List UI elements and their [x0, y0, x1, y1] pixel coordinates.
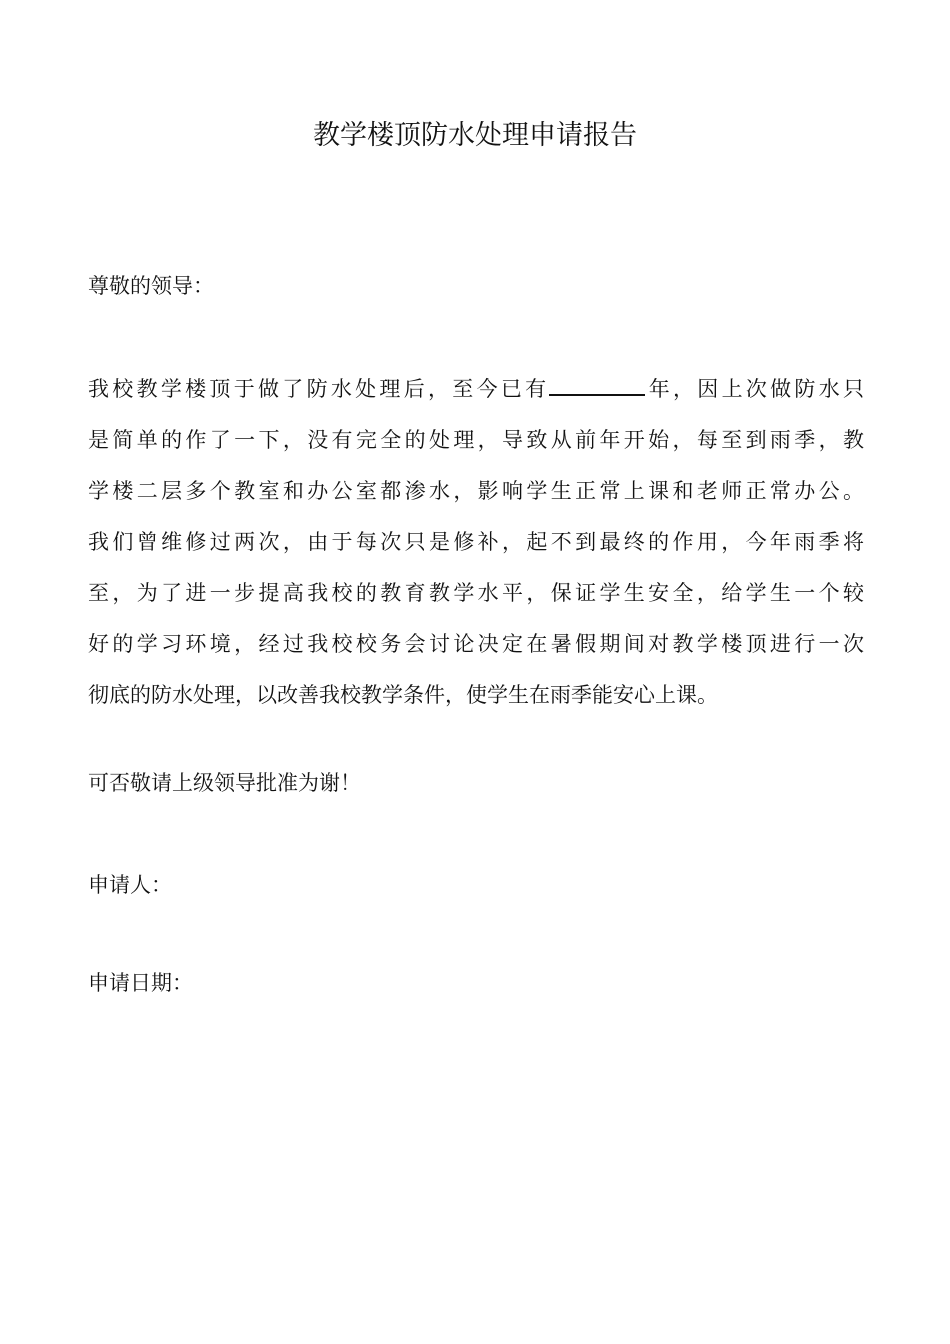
body-paragraph — [88, 364, 864, 721]
document-title: 教学楼顶防水处理申请报告 — [313, 120, 637, 151]
body-line: 彻底的防水处理，以改善我校教学条件，使学生在雨季能安心上课。 — [88, 683, 718, 707]
applicant-label: 申请人： — [88, 873, 172, 897]
body-line: 至，为了进一步提高我校的教育教学水平，保证学生安全，给学生一个较 — [88, 581, 864, 605]
salutation: 尊敬的领导： — [88, 274, 214, 298]
body-line — [88, 364, 864, 415]
body-line: 好的学习环境，经过我校校务会讨论决定在暑假期间对教学楼顶进行一次 — [88, 632, 864, 656]
fill-in-blank — [549, 372, 645, 396]
body-line: 学楼二层多个教室和办公室都渗水，影响学生正常上课和老师正常办公。 — [88, 479, 864, 503]
body-text: 我校教学楼顶于做了防水处理后，至今已有 — [88, 377, 550, 401]
body-line: 是简单的作了一下，没有完全的处理，导致从前年开始，每至到雨季，教 — [88, 428, 864, 452]
application-date-label: 申请日期： — [88, 971, 193, 995]
body-line: 我们曾维修过两次，由于每次只是修补，起不到最终的作用，今年雨季将 — [88, 530, 864, 554]
body-text: 年，因上次做防水只 — [645, 377, 865, 401]
closing-request: 可否敬请上级领导批准为谢！ — [88, 771, 361, 795]
